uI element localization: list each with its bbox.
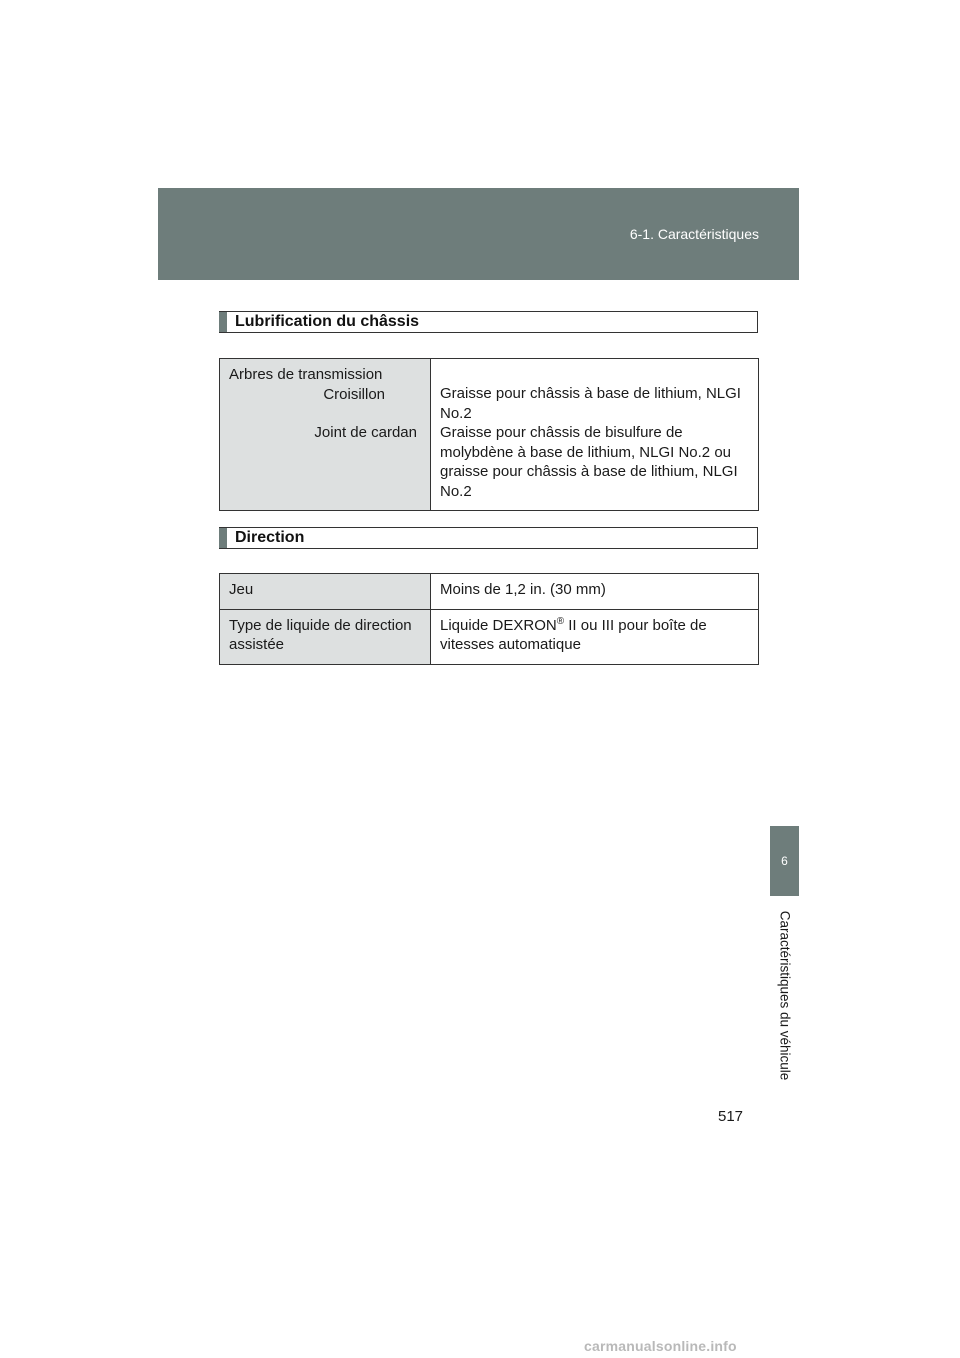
chapter-tab [770, 826, 799, 896]
section-title: Lubrification du châssis [235, 313, 420, 330]
section-header-chassis-lubrication [219, 311, 758, 333]
section-title: Direction [235, 529, 305, 546]
table-row [220, 574, 759, 610]
table-cell-value [431, 359, 759, 511]
value-joint-cardan: Graisse pour châssis de bisulfure de molybdène à base de lithium, NLGI No.2 ou graisse pour châssis à base de lithium, NLGI No.2 [440, 424, 738, 500]
table-cell-label: Type de liquide de direction assistée [220, 609, 431, 664]
table-cell-label: Jeu [220, 574, 431, 610]
table-cell-value: Moins de 1,2 in. (30 mm) [431, 574, 759, 610]
section-marker [219, 528, 227, 548]
registered-mark: ® [556, 615, 565, 627]
page-number: 517 [718, 1108, 744, 1125]
section-marker [219, 312, 227, 332]
value-text: Liquide DEXRON [440, 616, 557, 634]
table-row [220, 609, 759, 664]
steering-table [219, 573, 759, 665]
chapter-tab-number: 6 [781, 854, 788, 868]
chapter-side-label-text: Caractéristiques du véhicule [777, 910, 793, 1081]
sub-label-joint-cardan: Joint de cardan [314, 424, 417, 441]
watermark-logo: carmanualsonline.info [584, 1338, 737, 1354]
table-cell-label [220, 359, 431, 511]
group-label: Arbres de transmission [229, 366, 383, 383]
value-croisillon: Graisse pour châssis à base de lithium, NLGI No.2 [440, 385, 741, 422]
chapter-header [158, 188, 799, 280]
value-text: II ou III pour boîte de vitesses automatique [440, 616, 707, 653]
sub-label-croisillon: Croisillon [323, 385, 385, 403]
table-row [220, 359, 759, 511]
table-cell-value [431, 609, 759, 664]
chapter-title: 6-1. Caractéristiques [629, 226, 759, 242]
chassis-lubrication-table [219, 358, 759, 511]
section-header-steering [219, 527, 758, 549]
